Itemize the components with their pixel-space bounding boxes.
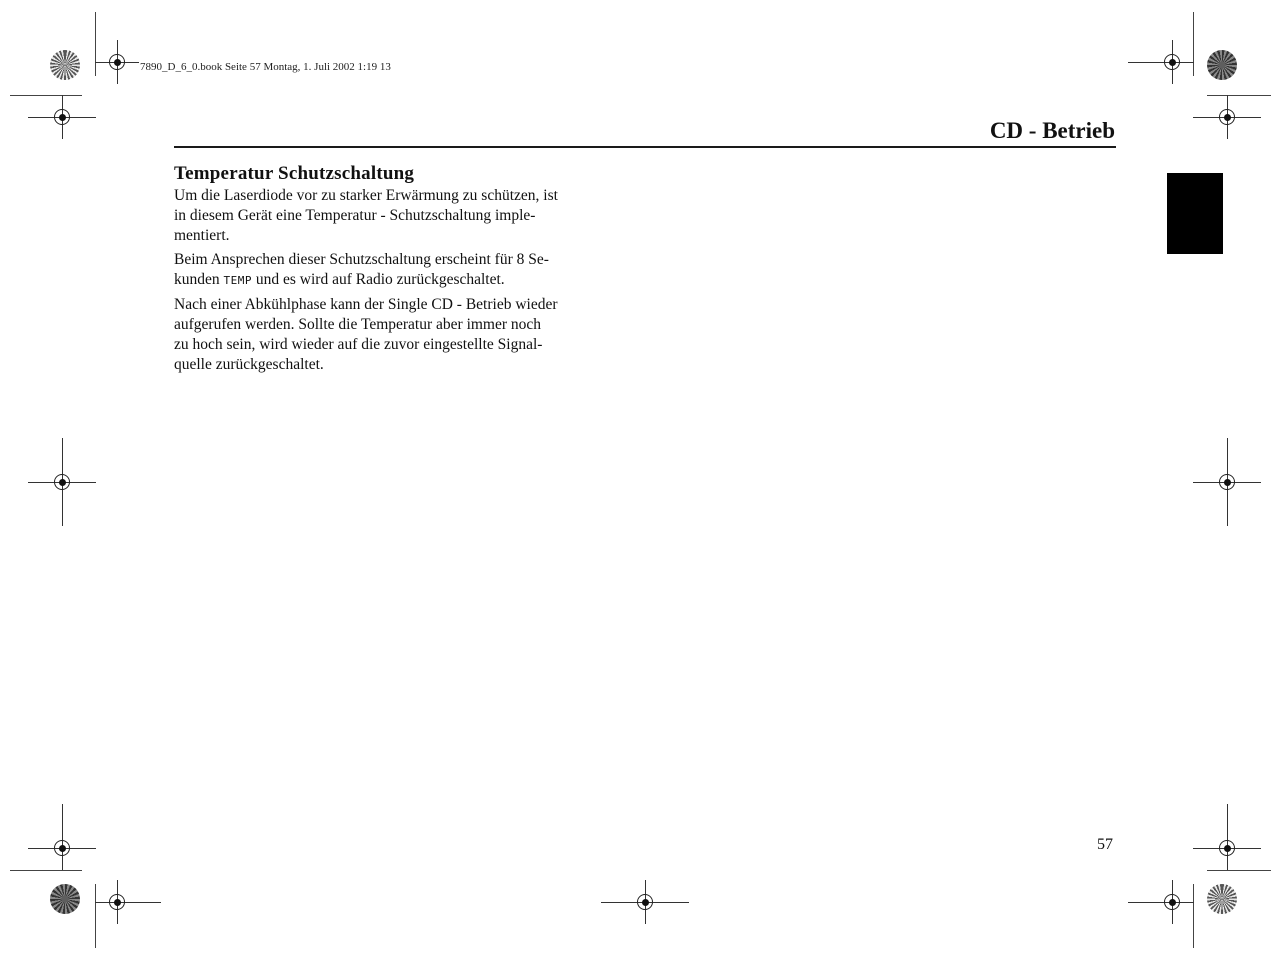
header-rule <box>174 146 1116 148</box>
text-line: in diesem Gerät eine Temperatur - Schutzschaltung imple- <box>174 207 536 224</box>
display-text: TEMP <box>223 274 253 287</box>
trim-line <box>10 870 82 871</box>
text-line: zu hoch sein, wird wieder auf die zuvor eingestellte Signal- <box>174 336 543 353</box>
text-line: mentiert. <box>174 227 230 244</box>
text-line: Um die Laserdiode vor zu starker Erwärmung zu schützen, ist <box>174 187 558 204</box>
text-line <box>174 271 505 288</box>
paragraph <box>174 186 624 246</box>
paragraph <box>174 295 624 375</box>
paragraph <box>174 250 624 291</box>
color-calibration-icon <box>50 50 80 80</box>
trim-line <box>10 95 82 96</box>
text-fragment: kunden <box>174 271 224 288</box>
print-slug: 7890_D_6_0.book Seite 57 Montag, 1. Juli 2002 1:19 13 <box>140 61 391 73</box>
trim-line <box>1207 870 1271 871</box>
main-content <box>174 163 624 379</box>
trim-line <box>95 884 96 948</box>
thumb-index-tab <box>1167 173 1223 254</box>
page-number: 57 <box>1097 836 1113 853</box>
color-calibration-icon <box>1207 884 1237 914</box>
trim-line <box>1207 95 1271 96</box>
trim-line <box>1193 12 1194 76</box>
text-line: Nach einer Abkühlphase kann der Single CD - Betrieb wieder <box>174 296 558 313</box>
section-title: CD - Betrieb <box>989 118 1115 143</box>
color-calibration-icon <box>1207 50 1237 80</box>
trim-line <box>95 12 96 76</box>
text-fragment: und es wird auf Radio zurückgeschaltet. <box>252 271 505 288</box>
color-calibration-icon <box>50 884 80 914</box>
text-line: aufgerufen werden. Sollte die Temperatur aber immer noch <box>174 316 542 333</box>
text-line: Beim Ansprechen dieser Schutzschaltung erscheint für 8 Se- <box>174 251 549 268</box>
text-line: quelle zurückgeschaltet. <box>174 356 324 373</box>
section-heading: Temperatur Schutzschaltung <box>174 163 415 184</box>
trim-line <box>1193 884 1194 948</box>
